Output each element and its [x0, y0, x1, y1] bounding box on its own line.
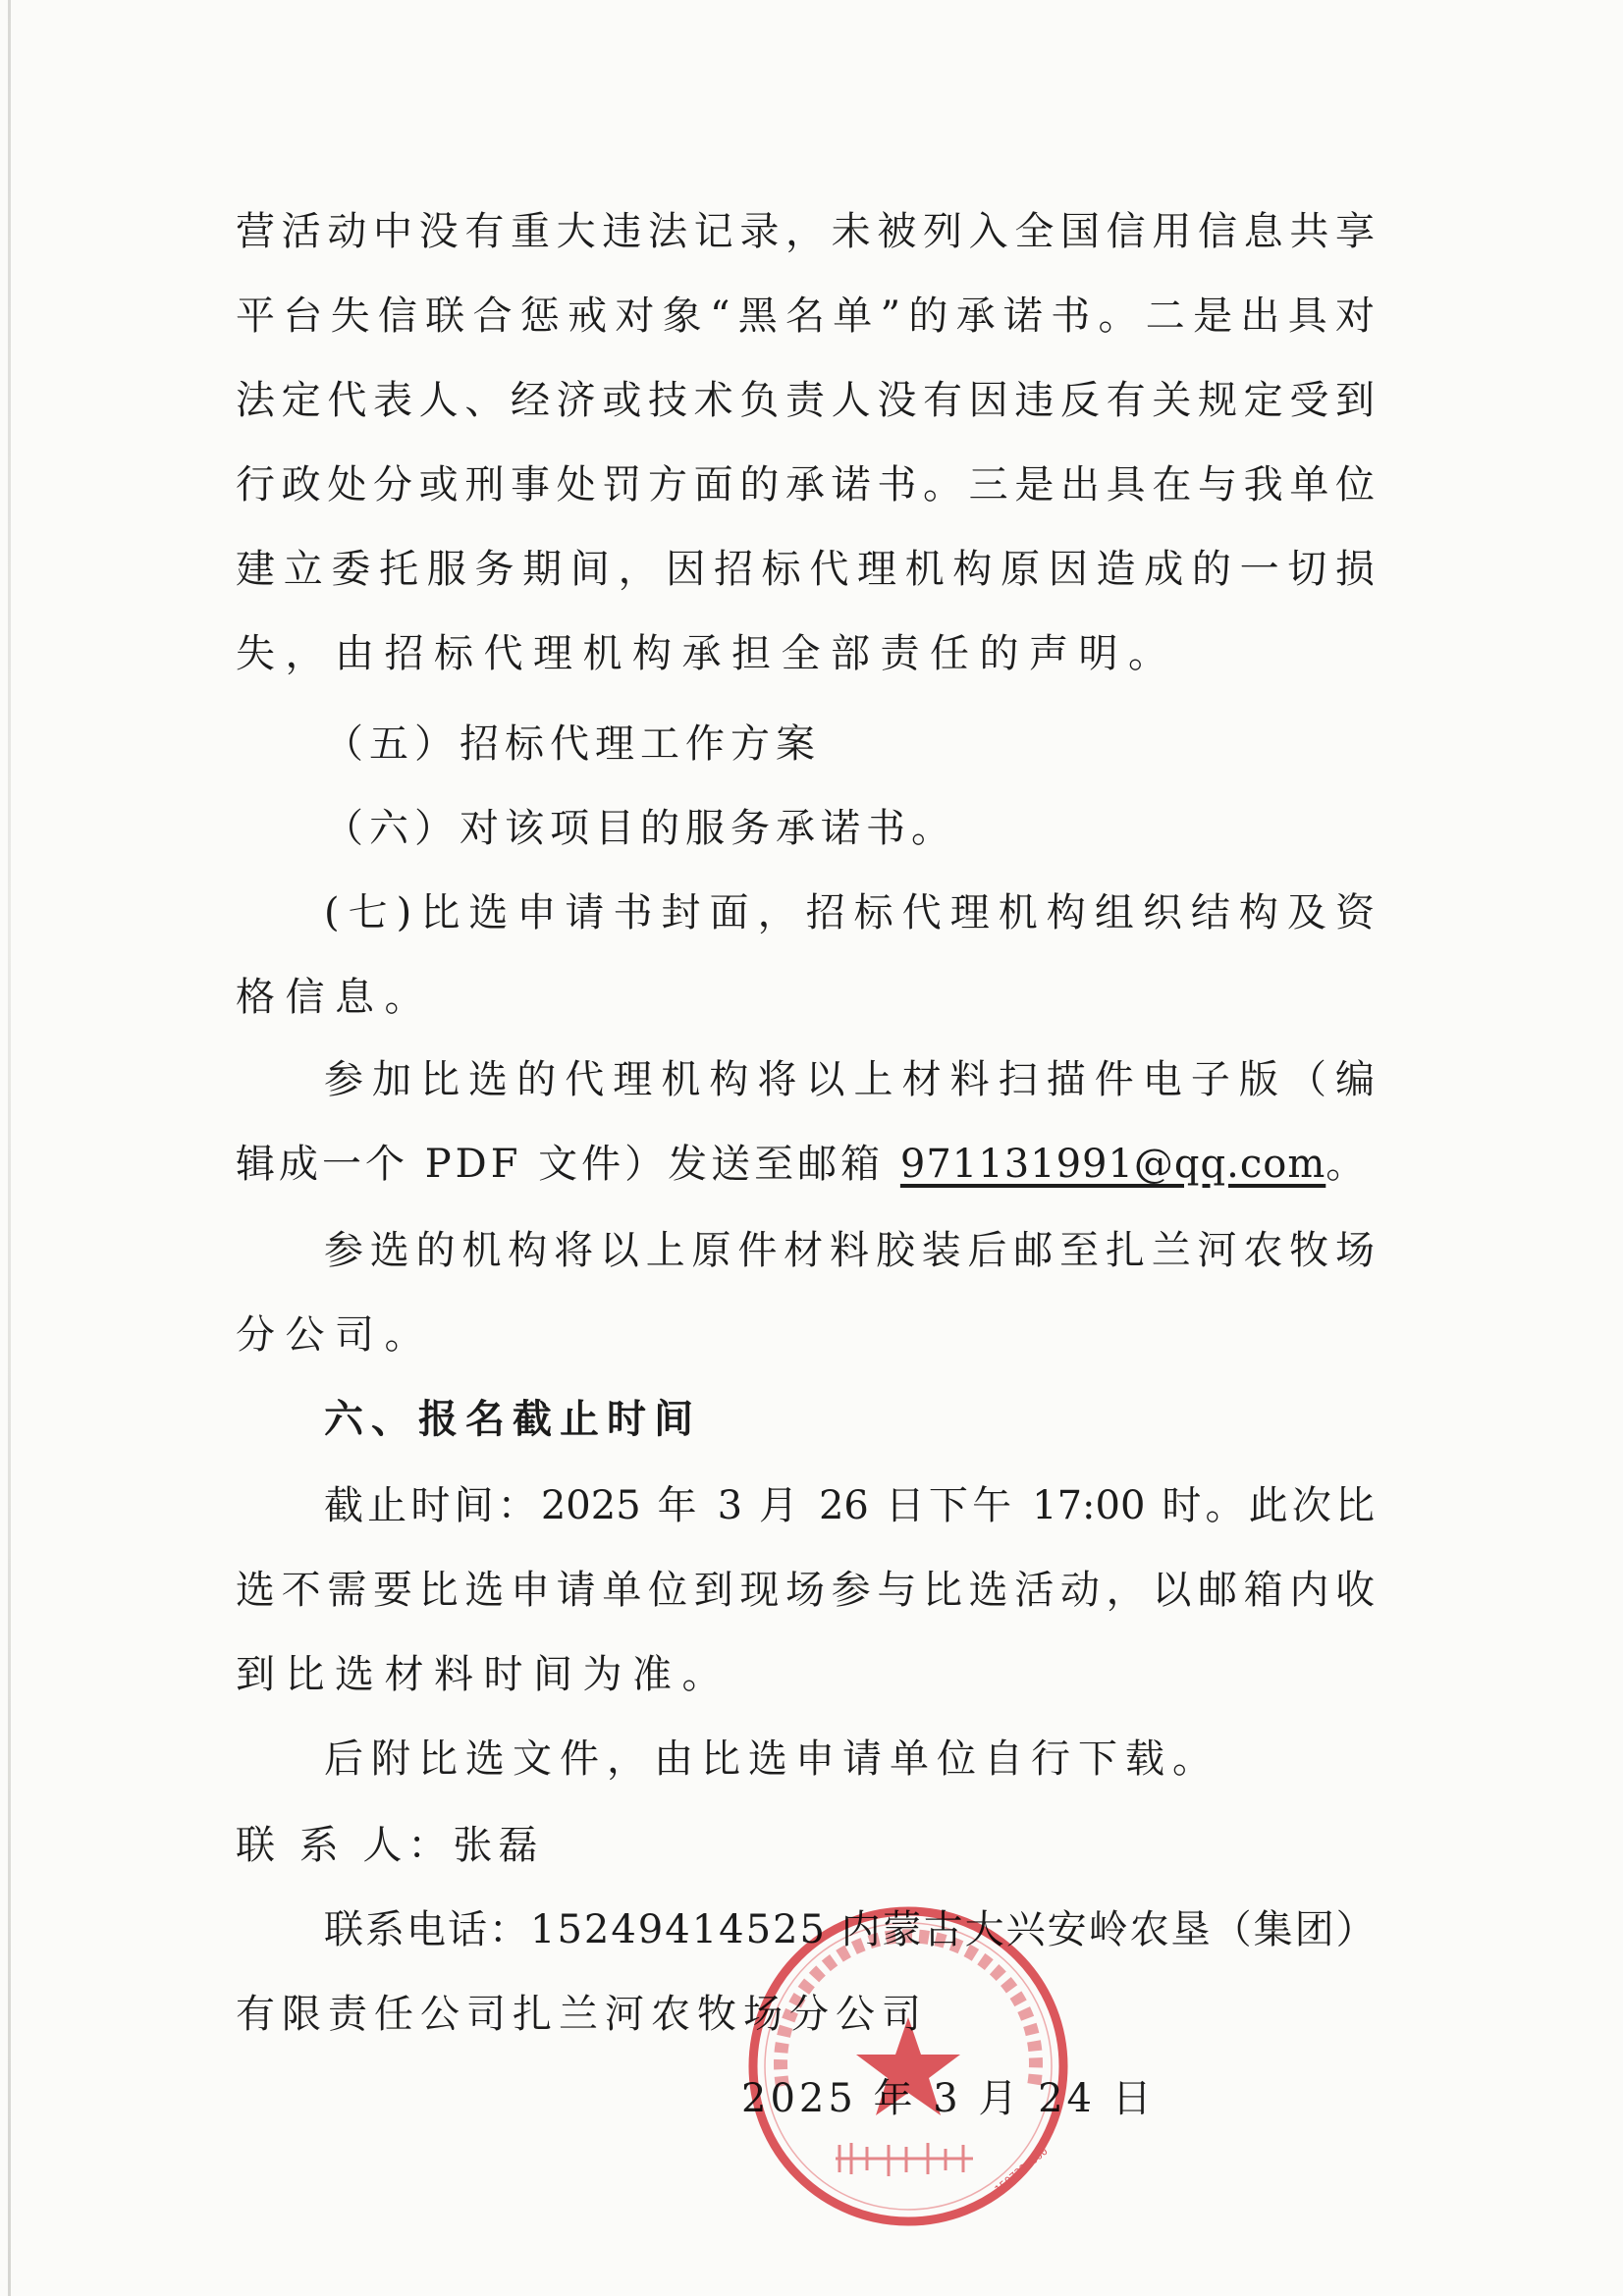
seal-code: 1507231000 — [992, 2144, 1051, 2197]
body-line-1: 营活动中没有重大违法记录，未被列入全国信用信息共享 — [236, 209, 1375, 254]
item-7-line-2: 格信息。 — [236, 975, 434, 1020]
body-line-6: 失，由招标代理机构承担全部责任的声明。 — [236, 631, 1178, 676]
submit-line-2 — [236, 1139, 1375, 1190]
item-5: （五）招标代理工作方案 — [324, 721, 821, 767]
submit-line-2-suffix: 。 — [1325, 1142, 1370, 1187]
body-line-2: 平台失信联合惩戒对象“黑名单”的承诺书。二是出具对 — [236, 294, 1375, 339]
company-seal — [741, 1899, 1075, 2233]
body-line-4: 行政处分或刑事处罚方面的承诺书。三是出具在与我单位 — [236, 462, 1375, 507]
date-line: 2025 年 3 月 24 日 — [741, 2076, 1156, 2121]
company-line: 有限责任公司扎兰河农牧场分公司 — [236, 1992, 928, 2037]
deadline-line-1: 截止时间：2025 年 3 月 26 日下午 17:00 时。此次比 — [324, 1483, 1375, 1528]
submit-line-2-prefix: 辑成一个 PDF 文件）发送至邮箱 — [236, 1142, 900, 1187]
submit-email-link[interactable]: 971131991@qq.com — [899, 1142, 1326, 1187]
deadline-line-2: 选不需要比选申请单位到现场参与比选活动，以邮箱内收 — [236, 1568, 1375, 1613]
scan-edge-divider — [8, 0, 11, 2296]
contact-person: 联 系 人：张磊 — [236, 1823, 544, 1868]
mail-line-2: 分公司。 — [236, 1312, 434, 1358]
item-6: （六）对该项目的服务承诺书。 — [324, 806, 956, 851]
item-7-line-1: (七)比选申请书封面，招标代理机构组织结构及资 — [324, 890, 1375, 935]
attachment-line: 后附比选文件，由比选申请单位自行下载。 — [324, 1736, 1219, 1782]
contact-phone-line: 联系电话：15249414525 内蒙古大兴安岭农垦（集团） — [324, 1907, 1378, 1952]
red-star-icon — [856, 2017, 960, 2115]
submit-line-1: 参加比选的代理机构将以上材料扫描件电子版（编 — [324, 1057, 1375, 1102]
section-6-heading: 六、报名截止时间 — [324, 1396, 701, 1442]
mail-line-1: 参选的机构将以上原件材料胶装后邮至扎兰河农牧场 — [324, 1228, 1375, 1273]
body-line-3: 法定代表人、经济或技术负责人没有因违反有关规定受到 — [236, 378, 1375, 423]
deadline-line-3: 到比选材料时间为准。 — [236, 1652, 731, 1697]
body-line-5: 建立委托服务期间，因招标代理机构原因造成的一切损 — [236, 547, 1375, 592]
